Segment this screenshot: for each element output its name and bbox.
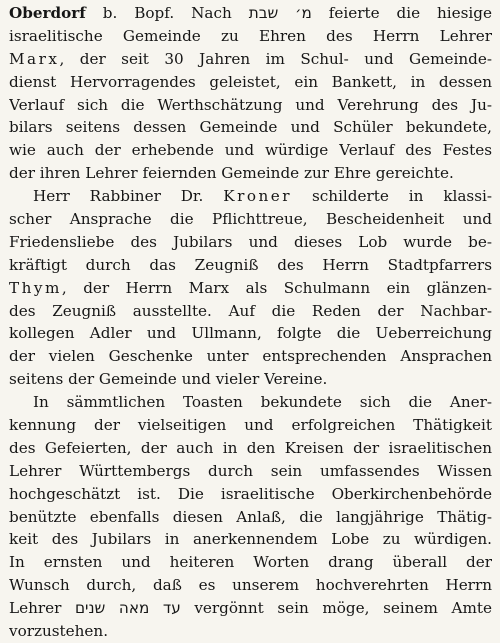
text-run: kennung der vielseitigen und erfolgreichen Thätigkeit xyxy=(9,416,492,435)
article-line xyxy=(9,116,492,139)
text-run: seitens der Gemeinde und vieler Vereine. xyxy=(9,370,328,389)
text-run: Verlauf sich die Werthschätzung und Verehrung des Ju- xyxy=(9,95,492,114)
article-line xyxy=(9,551,492,574)
text-run: , der seit 30 Jahren im Schul- und Gemeinde- xyxy=(59,49,492,68)
text-run: dienst Hervorragendes geleistet, ein Bankett, in dessen xyxy=(9,72,492,91)
article-line xyxy=(9,231,492,254)
text-run: kräftigt durch das Zeugniß des Herrn Stadtpfarrers xyxy=(9,255,492,274)
article-line xyxy=(9,185,492,208)
article-line xyxy=(9,460,492,483)
article-line xyxy=(9,322,492,345)
text-run: des Zeugniß ausstellte. Auf die Reden der Nachbar- xyxy=(9,301,492,320)
article-line xyxy=(9,48,492,71)
text-run: hochgeschätzt ist. Die israelitische Oberkirchenbehörde xyxy=(9,484,492,503)
article-line xyxy=(9,71,492,94)
article-line xyxy=(9,528,492,551)
spaced-name: Marx xyxy=(9,49,60,68)
article-body xyxy=(9,2,492,643)
text-run: vorzustehen. xyxy=(9,622,109,641)
hebrew-phrase: עד מאה שנים xyxy=(74,599,181,618)
article-line xyxy=(9,391,492,414)
text-run: benützte ebenfalls diesen Anlaß, die langjährige Thätig- xyxy=(9,507,492,526)
article-line xyxy=(9,574,492,597)
text-run: bilars seitens dessen Gemeinde und Schüler bekundete, xyxy=(9,118,492,137)
article-line xyxy=(9,437,492,460)
text-run: vergönnt sein möge, seinem Amte xyxy=(180,599,492,618)
article-line xyxy=(9,277,492,300)
text-run: der ihren Lehrer feiernden Gemeinde zur Ehre gereichte. xyxy=(9,164,454,183)
text-run: Lehrer Württembergs durch sein umfassendes Wissen xyxy=(9,461,492,480)
text-run: scher Ansprache die Pflichttreue, Bescheidenheit und xyxy=(9,210,492,229)
text-run: feierte die hiesige xyxy=(311,4,492,22)
text-run: , der Herrn Marx als Schulmann ein glänzen- xyxy=(61,278,492,297)
spaced-name: Thym xyxy=(9,278,62,297)
text-run: Herr Rabbiner Dr. xyxy=(33,187,224,206)
text-run: keit des Jubilars in anerkennendem Lobe zu würdigen. xyxy=(9,530,492,549)
article-line xyxy=(9,94,492,117)
article-line xyxy=(9,597,492,620)
article-line xyxy=(9,208,492,231)
text-run: Friedensliebe des Jubilars und dieses Lob wurde be- xyxy=(9,232,492,251)
dateline-place: Oberdorf xyxy=(9,4,86,22)
text-run: kollegen Adler und Ullmann, folgte die Ueberreichung xyxy=(9,324,492,343)
article-line xyxy=(9,345,492,368)
hebrew-phrase: מ׳ שבת xyxy=(248,4,312,22)
article-line xyxy=(9,139,492,162)
article-line xyxy=(9,2,492,25)
article-line xyxy=(9,254,492,277)
text-run: des Gefeierten, der auch in den Kreisen der israelitischen xyxy=(9,438,492,457)
article-line xyxy=(9,506,492,529)
article-line xyxy=(9,162,492,185)
article-line xyxy=(9,300,492,323)
text-run: Wunsch durch, daß es unserem hochverehrten Herrn xyxy=(9,576,492,595)
spaced-name: Kroner xyxy=(223,187,293,206)
text-run: der vielen Geschenke unter entsprechenden Ansprachen xyxy=(9,347,492,366)
article-line xyxy=(9,368,492,391)
text-run: Lehrer xyxy=(9,599,75,618)
article-line xyxy=(9,483,492,506)
text-run: In sämmtlichen Toasten bekundete sich die Aner- xyxy=(33,393,492,412)
text-run: schilderte in klassi- xyxy=(292,187,492,206)
article-line xyxy=(9,620,492,643)
text-run: In ernsten und heiteren Worten drang überall der xyxy=(9,553,492,572)
article-line xyxy=(9,25,492,48)
dateline-suffix: b. Bopf. xyxy=(85,4,175,22)
article-line xyxy=(9,414,492,437)
text-run: Nach xyxy=(191,4,249,22)
text-run: israelitische Gemeinde zu Ehren des Herrn Lehrer xyxy=(9,26,492,45)
text-run: wie auch der erhebende und würdige Verlauf des Festes xyxy=(9,141,492,160)
